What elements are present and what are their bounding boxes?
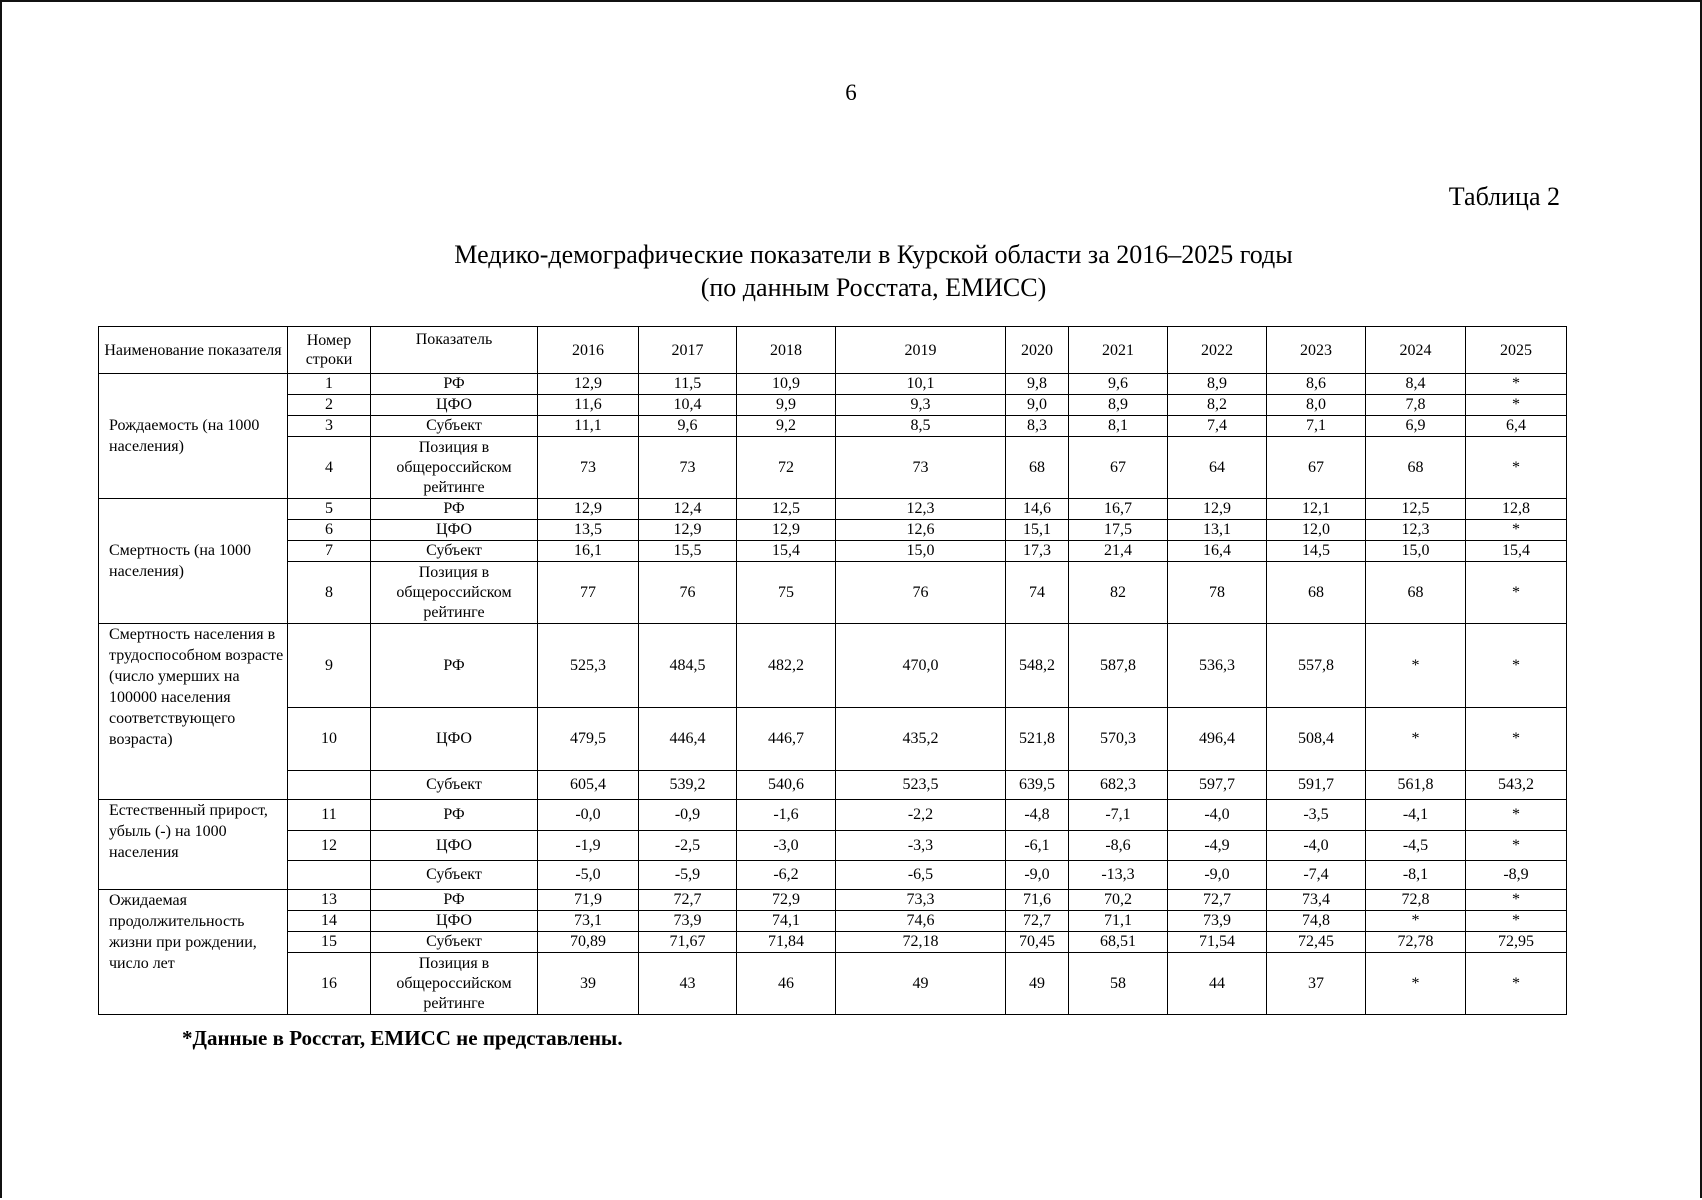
value-cell: -4,8 [1006,800,1069,831]
value-cell: 521,8 [1006,708,1069,771]
value-cell: 74,1 [737,911,836,932]
header-year: 2024 [1366,327,1466,374]
value-cell: 72,8 [1366,890,1466,911]
row-number: 15 [288,932,371,953]
value-cell: 12,1 [1267,499,1366,520]
table-row [99,499,1567,520]
value-cell: 72,7 [1006,911,1069,932]
value-cell: 536,3 [1168,624,1267,708]
value-cell: 557,8 [1267,624,1366,708]
value-cell: -4,9 [1168,831,1267,861]
value-cell: 12,9 [538,499,639,520]
value-cell: 71,9 [538,890,639,911]
value-cell: * [1366,708,1466,771]
value-cell: 8,6 [1267,374,1366,395]
indicator-cell: ЦФО [371,520,538,541]
value-cell: 9,9 [737,395,836,416]
indicators-table [98,326,1567,1015]
value-cell: * [1466,624,1567,708]
value-cell: 76 [639,562,737,624]
row-number: 14 [288,911,371,932]
value-cell: 68 [1366,437,1466,499]
table-row [99,395,1567,416]
value-cell: 71,67 [639,932,737,953]
table-row [99,520,1567,541]
value-cell: * [1366,624,1466,708]
value-cell: 9,3 [836,395,1006,416]
indicator-cell: РФ [371,890,538,911]
value-cell: 15,4 [1466,541,1567,562]
page-number: 6 [845,80,857,105]
value-cell: 44 [1168,953,1267,1015]
table-label: Таблица 2 [1448,182,1560,211]
row-number [288,771,371,800]
table-row [99,771,1567,800]
header-year: 2021 [1069,327,1168,374]
indicator-cell: Субъект [371,541,538,562]
value-cell: * [1466,708,1567,771]
header-year: 2017 [639,327,737,374]
value-cell: 6,4 [1466,416,1567,437]
table-row [99,911,1567,932]
header-year: 2016 [538,327,639,374]
value-cell: 8,2 [1168,395,1267,416]
row-number: 8 [288,562,371,624]
table-row [99,416,1567,437]
value-cell: 540,6 [737,771,836,800]
value-cell: 12,8 [1466,499,1567,520]
value-cell: 479,5 [538,708,639,771]
header-year: 2023 [1267,327,1366,374]
value-cell: 72,78 [1366,932,1466,953]
title-line-2: (по данным Росстата, ЕМИСС) [700,273,1047,302]
value-cell: 9,6 [1069,374,1168,395]
indicator-cell: РФ [371,800,538,831]
value-cell: -3,5 [1267,800,1366,831]
value-cell: * [1366,953,1466,1015]
value-cell: 14,5 [1267,541,1366,562]
indicator-cell: Субъект [371,932,538,953]
value-cell: 561,8 [1366,771,1466,800]
value-cell: 470,0 [836,624,1006,708]
row-number: 7 [288,541,371,562]
value-cell: 71,54 [1168,932,1267,953]
table-row [99,932,1567,953]
value-cell: -1,9 [538,831,639,861]
value-cell: 12,9 [538,374,639,395]
row-number: 16 [288,953,371,1015]
value-cell: 14,6 [1006,499,1069,520]
value-cell: 543,2 [1466,771,1567,800]
value-cell: 15,0 [1366,541,1466,562]
value-cell: * [1466,953,1567,1015]
indicator-cell: РФ [371,374,538,395]
value-cell: 8,9 [1168,374,1267,395]
value-cell: 15,4 [737,541,836,562]
row-number [288,861,371,890]
value-cell: 70,89 [538,932,639,953]
value-cell: 523,5 [836,771,1006,800]
value-cell: 71,6 [1006,890,1069,911]
indicator-cell: ЦФО [371,708,538,771]
header-indicator: Показатель [371,327,538,374]
value-cell: 72,95 [1466,932,1567,953]
value-cell: 76 [836,562,1006,624]
indicator-cell: Субъект [371,771,538,800]
value-cell: -4,1 [1366,800,1466,831]
row-number: 13 [288,890,371,911]
value-cell: 46 [737,953,836,1015]
value-cell: 64 [1168,437,1267,499]
value-cell: 12,3 [836,499,1006,520]
row-number: 2 [288,395,371,416]
value-cell: 73,9 [1168,911,1267,932]
value-cell: 446,4 [639,708,737,771]
value-cell: -9,0 [1006,861,1069,890]
header-year: 2020 [1006,327,1069,374]
value-cell: 482,2 [737,624,836,708]
table-row [99,831,1567,861]
value-cell: -2,2 [836,800,1006,831]
value-cell: -5,9 [639,861,737,890]
value-cell: 12,6 [836,520,1006,541]
value-cell: * [1466,831,1567,861]
value-cell: 16,7 [1069,499,1168,520]
table-row [99,800,1567,831]
value-cell: 570,3 [1069,708,1168,771]
table-row [99,890,1567,911]
value-cell: -5,0 [538,861,639,890]
value-cell: * [1466,395,1567,416]
indicator-cell: Позиция в общероссийском рейтинге [371,953,538,1015]
header-row [99,327,1567,374]
indicator-cell: Позиция в общероссийском рейтинге [371,562,538,624]
value-cell: 70,2 [1069,890,1168,911]
value-cell: 496,4 [1168,708,1267,771]
row-number: 3 [288,416,371,437]
value-cell: 9,2 [737,416,836,437]
group-name: Естественный прирост, убыль (-) на 1000 населения [99,800,288,890]
value-cell: 9,6 [639,416,737,437]
value-cell: 70,45 [1006,932,1069,953]
value-cell: 539,2 [639,771,737,800]
value-cell: -4,5 [1366,831,1466,861]
value-cell: 68 [1006,437,1069,499]
value-cell: 8,5 [836,416,1006,437]
value-cell: 43 [639,953,737,1015]
value-cell: -6,2 [737,861,836,890]
value-cell: 12,9 [639,520,737,541]
value-cell: 15,5 [639,541,737,562]
value-cell: -8,6 [1069,831,1168,861]
value-cell: * [1466,374,1567,395]
value-cell: 17,5 [1069,520,1168,541]
group-name: Ожидаемая продолжительность жизни при рождении, число лет [99,890,288,1015]
value-cell: * [1466,562,1567,624]
value-cell: 11,6 [538,395,639,416]
value-cell: 74,6 [836,911,1006,932]
value-cell: 15,0 [836,541,1006,562]
group-name: Смертность населения в трудоспособном возрасте (число умерших на 100000 населения соответствующего возраста) [99,624,288,800]
header-year: 2022 [1168,327,1267,374]
value-cell: 591,7 [1267,771,1366,800]
value-cell: * [1466,800,1567,831]
indicator-cell: РФ [371,624,538,708]
indicator-cell: РФ [371,499,538,520]
value-cell: 12,5 [737,499,836,520]
value-cell: 71,84 [737,932,836,953]
value-cell: 10,1 [836,374,1006,395]
value-cell: 73,4 [1267,890,1366,911]
row-number: 10 [288,708,371,771]
value-cell: 49 [836,953,1006,1015]
value-cell: 72 [737,437,836,499]
value-cell: -6,5 [836,861,1006,890]
value-cell: 68,51 [1069,932,1168,953]
value-cell: -13,3 [1069,861,1168,890]
value-cell: 73 [836,437,1006,499]
value-cell: 9,8 [1006,374,1069,395]
row-number: 11 [288,800,371,831]
value-cell: 67 [1267,437,1366,499]
value-cell: 8,1 [1069,416,1168,437]
indicator-cell: Субъект [371,416,538,437]
value-cell: 16,1 [538,541,639,562]
value-cell: 21,4 [1069,541,1168,562]
value-cell: 10,4 [639,395,737,416]
value-cell: -1,6 [737,800,836,831]
value-cell: 8,9 [1069,395,1168,416]
value-cell: 39 [538,953,639,1015]
value-cell: 72,9 [737,890,836,911]
value-cell: 484,5 [639,624,737,708]
value-cell: 71,1 [1069,911,1168,932]
value-cell: 597,7 [1168,771,1267,800]
row-number: 1 [288,374,371,395]
table-row [99,437,1567,499]
value-cell: 68 [1366,562,1466,624]
value-cell: 6,9 [1366,416,1466,437]
value-cell: 73 [538,437,639,499]
value-cell: 8,4 [1366,374,1466,395]
group-name: Смертность (на 1000 населения) [99,499,288,624]
value-cell: 605,4 [538,771,639,800]
table-row [99,374,1567,395]
value-cell: 7,4 [1168,416,1267,437]
value-cell: 68 [1267,562,1366,624]
document-title [300,238,1447,304]
value-cell: 74 [1006,562,1069,624]
value-cell: 72,7 [639,890,737,911]
value-cell: 16,4 [1168,541,1267,562]
row-number: 6 [288,520,371,541]
value-cell: 12,4 [639,499,737,520]
value-cell: 682,3 [1069,771,1168,800]
value-cell: 446,7 [737,708,836,771]
footnote: *Данные в Росстат, ЕМИСС не представлены. [182,1026,623,1050]
indicator-cell: ЦФО [371,911,538,932]
value-cell: 7,1 [1267,416,1366,437]
value-cell: -7,1 [1069,800,1168,831]
value-cell: 77 [538,562,639,624]
header-year: 2019 [836,327,1006,374]
value-cell: 548,2 [1006,624,1069,708]
value-cell: 525,3 [538,624,639,708]
value-cell: 9,0 [1006,395,1069,416]
value-cell: 73 [639,437,737,499]
table-row [99,624,1567,708]
value-cell: 67 [1069,437,1168,499]
value-cell: -9,0 [1168,861,1267,890]
value-cell: 75 [737,562,836,624]
table-row [99,861,1567,890]
value-cell: 73,3 [836,890,1006,911]
value-cell: 73,1 [538,911,639,932]
value-cell: 639,5 [1006,771,1069,800]
header-row-number: Номер строки [288,327,371,374]
value-cell: 11,5 [639,374,737,395]
value-cell: 37 [1267,953,1366,1015]
value-cell: 12,9 [1168,499,1267,520]
header-year: 2025 [1466,327,1567,374]
row-number: 4 [288,437,371,499]
value-cell: * [1466,437,1567,499]
value-cell: -3,3 [836,831,1006,861]
indicator-cell: Субъект [371,861,538,890]
value-cell: -4,0 [1168,800,1267,831]
value-cell: 7,8 [1366,395,1466,416]
value-cell: 587,8 [1069,624,1168,708]
value-cell: 12,5 [1366,499,1466,520]
value-cell: -0,9 [639,800,737,831]
value-cell: 12,9 [737,520,836,541]
value-cell: -8,1 [1366,861,1466,890]
indicator-cell: ЦФО [371,395,538,416]
value-cell: 82 [1069,562,1168,624]
value-cell: 508,4 [1267,708,1366,771]
value-cell: * [1366,911,1466,932]
table-row [99,953,1567,1015]
header-year: 2018 [737,327,836,374]
value-cell: 12,3 [1366,520,1466,541]
value-cell: 8,3 [1006,416,1069,437]
value-cell: 12,0 [1267,520,1366,541]
value-cell: 13,5 [538,520,639,541]
value-cell: 72,7 [1168,890,1267,911]
value-cell: 13,1 [1168,520,1267,541]
value-cell: * [1466,890,1567,911]
value-cell: * [1466,520,1567,541]
value-cell: 49 [1006,953,1069,1015]
header-name: Наименование показателя [99,327,288,374]
table-row [99,562,1567,624]
value-cell: 74,8 [1267,911,1366,932]
value-cell: 58 [1069,953,1168,1015]
value-cell: 78 [1168,562,1267,624]
value-cell: 10,9 [737,374,836,395]
value-cell: 72,45 [1267,932,1366,953]
row-number: 12 [288,831,371,861]
value-cell: -8,9 [1466,861,1567,890]
group-name: Рождаемость (на 1000 населения) [99,374,288,499]
value-cell: * [1466,911,1567,932]
value-cell: -7,4 [1267,861,1366,890]
indicator-cell: Позиция в общероссийском рейтинге [371,437,538,499]
value-cell: -3,0 [737,831,836,861]
value-cell: 15,1 [1006,520,1069,541]
value-cell: 73,9 [639,911,737,932]
row-number: 9 [288,624,371,708]
table-row [99,708,1567,771]
title-line-1: Медико-демографические показатели в Курской области за 2016–2025 годы [454,240,1293,269]
indicator-cell: ЦФО [371,831,538,861]
value-cell: 11,1 [538,416,639,437]
value-cell: -6,1 [1006,831,1069,861]
value-cell: -0,0 [538,800,639,831]
value-cell: 8,0 [1267,395,1366,416]
table-row [99,541,1567,562]
value-cell: -2,5 [639,831,737,861]
value-cell: 435,2 [836,708,1006,771]
value-cell: 17,3 [1006,541,1069,562]
row-number: 5 [288,499,371,520]
value-cell: 72,18 [836,932,1006,953]
value-cell: -4,0 [1267,831,1366,861]
